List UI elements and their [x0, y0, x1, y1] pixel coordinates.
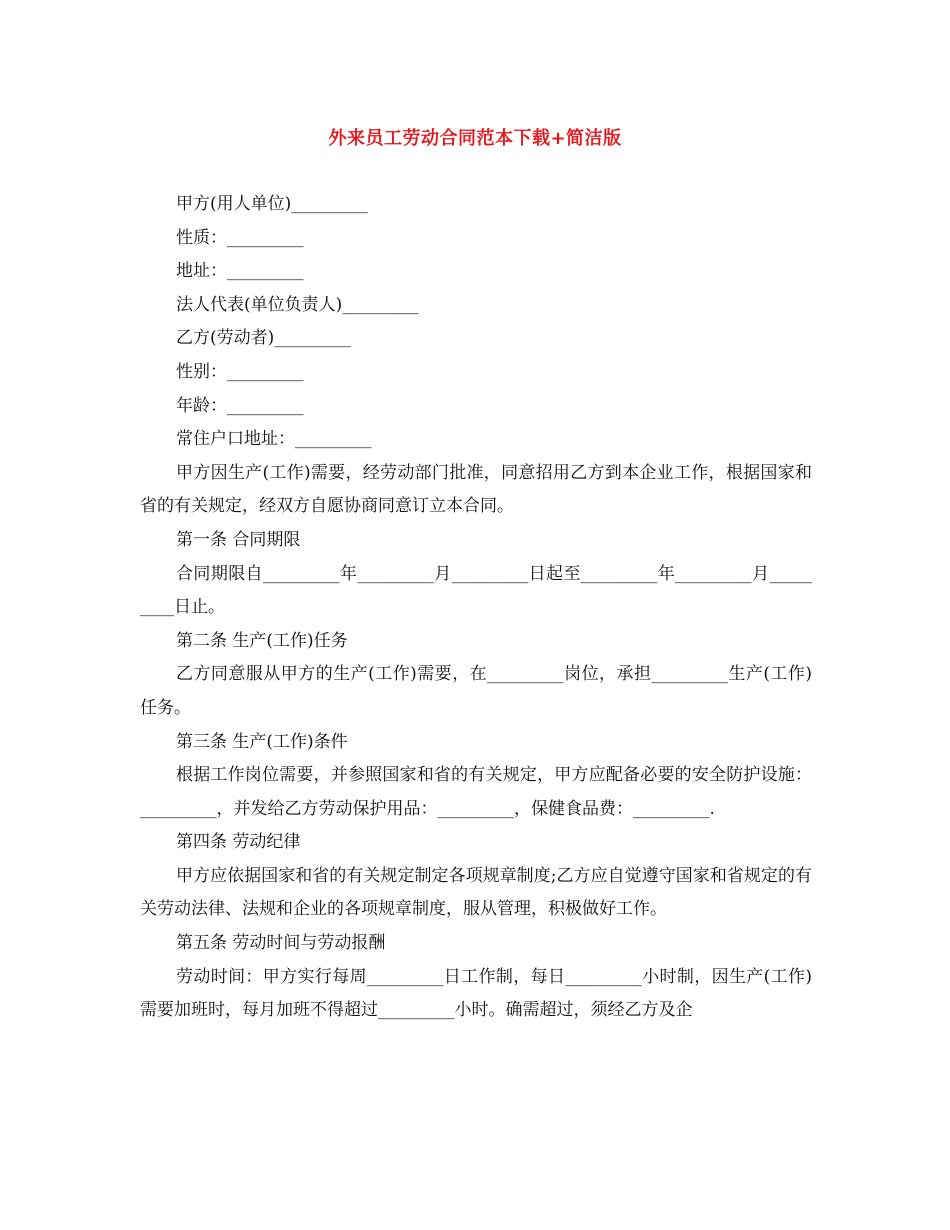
field-party-b: 乙方(劳动者)_________ [176, 328, 351, 349]
article-1-heading: 第一条 合同期限 [176, 529, 301, 550]
field-address: 地址：_________ [176, 261, 304, 282]
field-party-a: 甲方(用人单位)_________ [176, 194, 368, 214]
article-5-text: 劳动时间：甲方实行每周_________日工作制，每日_________小时制，因生产(工作)需要加班时，每月加班不得超过_________小时。确需超过，须经乙方及企 [140, 966, 812, 1021]
field-residence-address: 常住户口地址：_________ [176, 429, 372, 450]
article-2-text: 乙方同意服从甲方的生产(工作)需要，在_________岗位，承担_________生产(工作)任务。 [140, 664, 812, 718]
field-age: 年龄：_________ [176, 395, 304, 416]
article-4-heading: 第四条 劳动纪律 [176, 832, 301, 853]
article-3-heading: 第三条 生产(工作)条件 [176, 731, 348, 752]
field-gender: 性别：_________ [176, 361, 304, 382]
article-5-heading: 第五条 劳动时间与劳动报酬 [176, 933, 386, 954]
document-title: 外来员工劳动合同范本下载+简洁版 [328, 128, 622, 149]
document-body [140, 188, 812, 1028]
article-3-text: 根据工作岗位需要，并参照国家和省的有关规定，甲方应配备必要的安全防护设施：_________，并发给乙方劳动保护用品：_________，保健食品费：_________. [140, 765, 812, 819]
article-2-heading: 第二条 生产(工作)任务 [176, 630, 348, 651]
article-4-text: 甲方应依据国家和省的有关规定制定各项规章制度;乙方应自觉遵守国家和省规定的有关劳动法律、法规和企业的各项规章制度，服从管理，积极做好工作。 [140, 865, 812, 920]
intro-paragraph: 甲方因生产(工作)需要，经劳动部门批准，同意招用乙方到本企业工作，根据国家和省的有关规定，经双方自愿协商同意订立本合同。 [140, 462, 812, 517]
article-1-text: 合同期限自_________年_________月_________日起至_________年_________月_________日止。 [140, 563, 812, 618]
field-nature: 性质：_________ [176, 227, 304, 248]
field-legal-representative: 法人代表(单位负责人)_________ [176, 294, 419, 315]
